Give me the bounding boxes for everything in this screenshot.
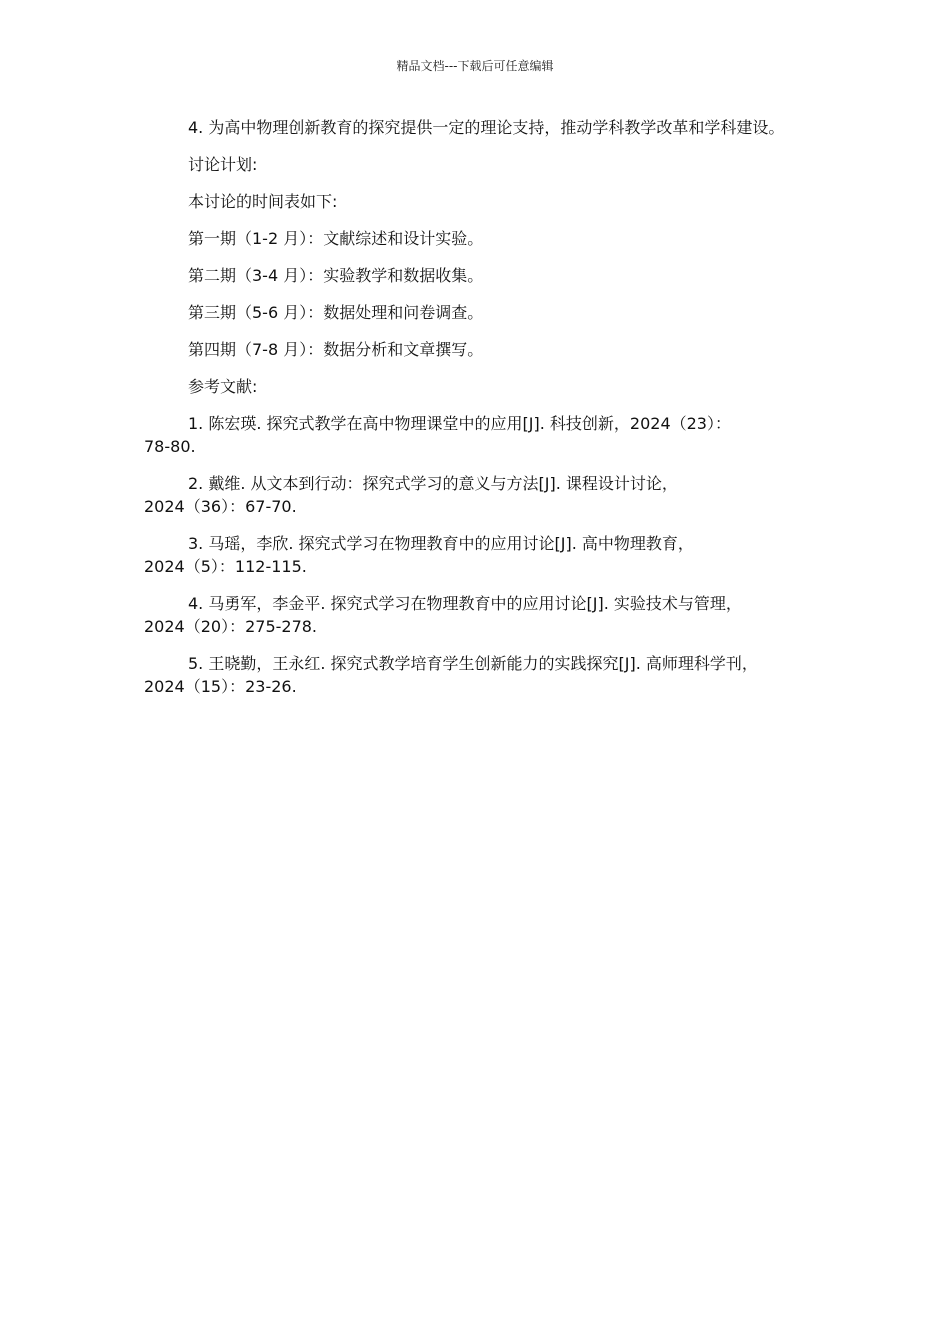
reference-line: 2024（20）：275-278. [144,617,318,636]
reference-line: 2024（36）：67-70. [144,497,297,516]
schedule-phase-1: 第一期（1-2 月）：文献综述和设计实验。 [188,229,484,248]
document-body [144,116,809,712]
reference-line: 1. 陈宏瑛. 探究式教学在高中物理课堂中的应用[J]. 科技创新，2024（23）： [188,414,731,433]
reference-line: 2. 戴维. 从文本到行动：探究式学习的意义与方法[J]. 课程设计讨论， [188,474,678,493]
reference-item-2 [144,472,809,518]
page-header: 精品文档---下载后可任意编辑 [396,59,554,73]
reference-line: 4. 马勇军，李金平. 探究式学习在物理教育中的应用讨论[J]. 实验技术与管理， [188,594,742,613]
reference-item-3 [144,532,809,578]
reference-item-5 [144,652,809,698]
reference-item-4 [144,592,809,638]
reference-line: 5. 王晓勤，王永红. 探究式教学培育学生创新能力的实践探究[J]. 高师理科学刊， [188,654,758,673]
schedule-phase-2: 第二期（3-4 月）：实验教学和数据收集。 [188,266,484,285]
reference-line: 2024（5）：112-115. [144,557,307,576]
schedule-phase-4: 第四期（7-8 月）：数据分析和文章撰写。 [188,340,484,359]
reference-line: 2024（15）：23-26. [144,677,297,696]
schedule-intro: 本讨论的时间表如下: [188,192,338,211]
schedule-phase-3: 第三期（5-6 月）：数据处理和问卷调查。 [188,303,484,322]
reference-line: 78-80. [144,437,196,456]
reference-line: 3. 马瑶，李欣. 探究式学习在物理教育中的应用讨论[J]. 高中物理教育， [188,534,694,553]
plan-heading: 讨论计划: [188,155,258,174]
reference-item-1 [144,412,809,458]
references-heading: 参考文献: [188,377,258,396]
paragraph-goal: 4. 为高中物理创新教育的探究提供一定的理论支持，推动学科教学改革和学科建设。 [188,118,785,137]
